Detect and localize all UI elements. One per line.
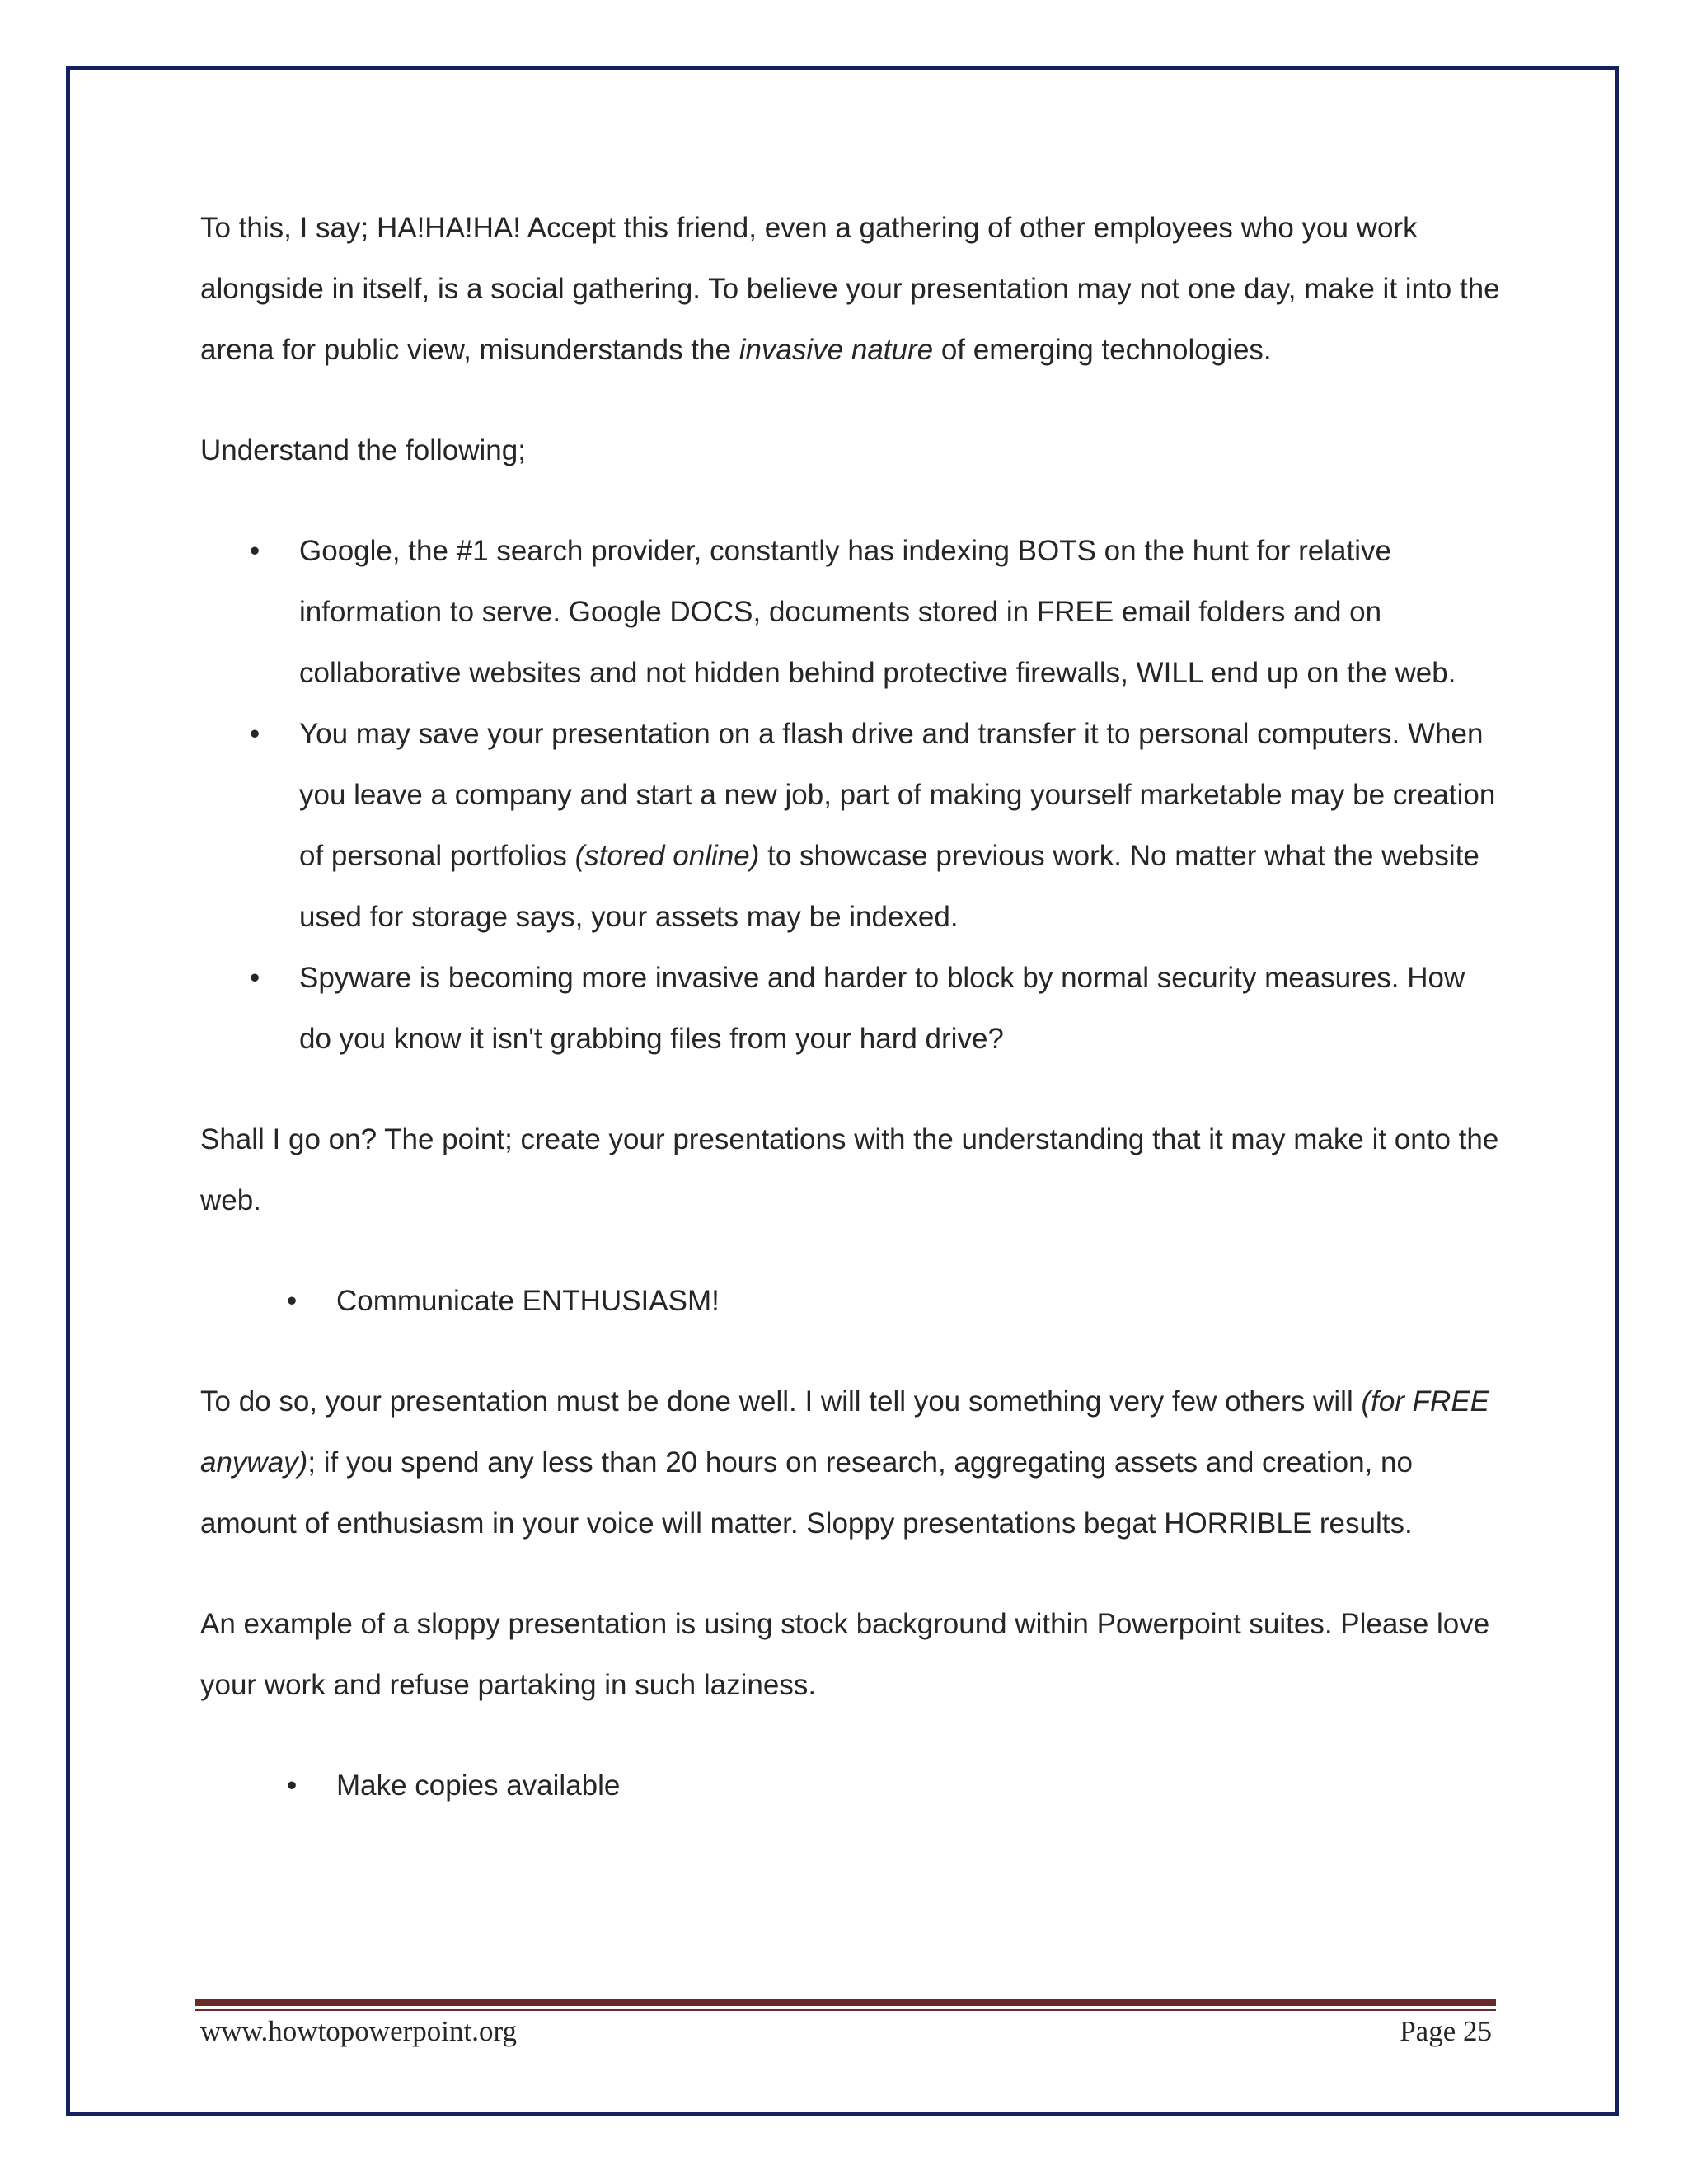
footer-website-link[interactable]: www.howtopowerpoint.org — [200, 2015, 517, 2047]
paragraph-intro-emphasis: invasive nature — [738, 334, 934, 366]
list-item-text: Make copies available — [336, 1769, 621, 1802]
heading-bullet-copies — [200, 1755, 1503, 1816]
list-item-text-end: to showcase previous work. No matter what the website used for storage says, your assets may be indexed. — [299, 840, 1479, 933]
paragraph-done-well-text-end: ; if you spend any less than 20 hours on research, aggregating assets and creation, no amount of enthusiasm in your voice will matter. Sloppy presentations begat HORRIBLE results. — [200, 1446, 1413, 1540]
bullet-icon: • — [250, 962, 260, 994]
paragraph-sloppy-example: An example of a sloppy presentation is using stock background within Powerpoint suites. Please love your work and refuse partaking in such laziness. — [200, 1608, 1490, 1701]
bullet-icon: • — [250, 718, 260, 750]
list-item — [200, 1755, 1503, 1816]
paragraph-understand: Understand the following; — [200, 434, 526, 466]
bullet-icon: • — [250, 535, 260, 567]
paragraph-done-well-emphasis: (for FREE anyway) — [200, 1385, 1490, 1479]
list-item-text: Communicate ENTHUSIASM! — [336, 1285, 720, 1317]
footer-page-number: Page 25 — [1400, 2015, 1492, 2047]
paragraph-intro-text: To this, I say; HA!HA!HA! Accept this friend, even a gathering of other employees who you work alongside in itself, is a social gathering. To believe your presentation may not one day, make it into the arena for public view, misunderstands the — [200, 212, 1500, 366]
heading-bullet-enthusiasm — [200, 1271, 1503, 1332]
bullet-icon: • — [287, 1285, 298, 1317]
paragraph-done-well — [200, 1371, 1503, 1554]
paragraph-intro — [200, 198, 1503, 381]
list-item-emphasis: (stored online) — [574, 840, 760, 872]
list-item — [200, 1271, 1503, 1332]
footer-rule-thin — [195, 2009, 1496, 2011]
bullet-icon: • — [287, 1769, 298, 1802]
bullet-list — [200, 521, 1503, 1070]
document-body — [200, 198, 1503, 1856]
list-item-text: Google, the #1 search provider, constantly has indexing BOTS on the hunt for relative information to serve. Google DOCS, documents stored in FREE email folders and on collaborative websites and not hidden behind protective firewalls, WILL end up on the web. — [299, 535, 1456, 689]
list-item — [200, 948, 1503, 1070]
footer-rule — [195, 1999, 1496, 2006]
list-item-text: You may save your presentation on a flash drive and transfer it to personal computers. When you leave a company and start a new job, part of making yourself marketable may be creation of personal portfolios — [299, 718, 1496, 872]
paragraph-shall-i-go-on: Shall I go on? The point; create your presentations with the understanding that it may make it onto the web. — [200, 1123, 1499, 1216]
list-item — [200, 521, 1503, 704]
list-item — [200, 704, 1503, 948]
paragraph-intro-text-end: of emerging technologies. — [933, 334, 1272, 366]
paragraph-done-well-text: To do so, your presentation must be done well. I will tell you something very few others will — [200, 1385, 1362, 1418]
list-item-text: Spyware is becoming more invasive and harder to block by normal security measures. How do you know it isn't grabbing files from your hard drive? — [299, 962, 1465, 1055]
